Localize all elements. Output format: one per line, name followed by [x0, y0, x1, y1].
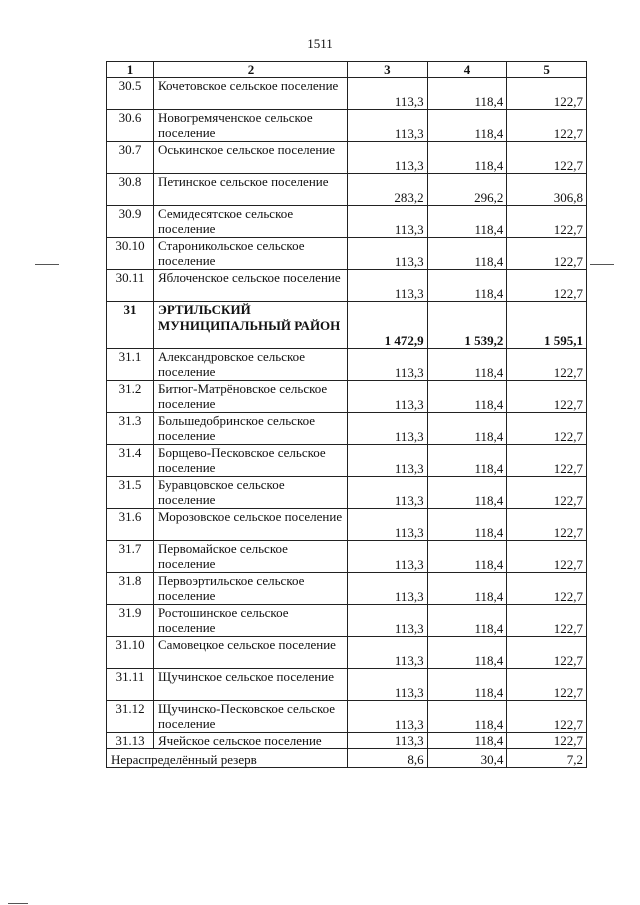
row-name: Александровское сельское поселение [154, 349, 348, 381]
row-value-5: 122,7 [507, 413, 587, 445]
row-name: Щучинское сельское поселение [154, 669, 348, 701]
row-number: 31.12 [107, 701, 154, 733]
row-value-4: 118,4 [427, 349, 507, 381]
scan-margin-mark-left [35, 264, 59, 265]
col-header-2: 2 [154, 62, 348, 78]
row-value-5: 122,7 [507, 573, 587, 605]
row-value-4: 118,4 [427, 637, 507, 669]
row-number: 31.4 [107, 445, 154, 477]
reserve-name: Нераспределённый резерв [107, 749, 348, 768]
row-value-4: 118,4 [427, 381, 507, 413]
row-number: 30.5 [107, 78, 154, 110]
col-header-4: 4 [427, 62, 507, 78]
table-row [107, 413, 587, 445]
table-row [107, 701, 587, 733]
row-value-4: 118,4 [427, 110, 507, 142]
row-value-4: 118,4 [427, 509, 507, 541]
row-value-3: 113,3 [348, 381, 428, 413]
district-value-4: 1 539,2 [427, 302, 507, 349]
row-name: Самовецкое сельское поселение [154, 637, 348, 669]
table-row [107, 174, 587, 206]
row-value-4: 118,4 [427, 701, 507, 733]
row-value-3: 113,3 [348, 509, 428, 541]
row-value-3: 113,3 [348, 541, 428, 573]
row-number: 30.10 [107, 238, 154, 270]
table-row [107, 637, 587, 669]
row-number: 31.5 [107, 477, 154, 509]
row-value-4: 118,4 [427, 669, 507, 701]
row-value-5: 122,7 [507, 669, 587, 701]
row-value-5: 122,7 [507, 349, 587, 381]
row-value-4: 118,4 [427, 238, 507, 270]
table-row [107, 78, 587, 110]
table-header-row [107, 62, 587, 78]
table-row [107, 541, 587, 573]
row-value-5: 122,7 [507, 78, 587, 110]
table-row [107, 349, 587, 381]
table-row [107, 477, 587, 509]
row-number: 30.9 [107, 206, 154, 238]
row-number: 30.11 [107, 270, 154, 302]
row-number: 30.8 [107, 174, 154, 206]
reserve-value-5: 7,2 [507, 749, 587, 768]
row-name: Ячейское сельское поселение [154, 733, 348, 749]
row-value-5: 122,7 [507, 110, 587, 142]
row-value-4: 118,4 [427, 142, 507, 174]
row-value-4: 118,4 [427, 206, 507, 238]
page-number: 1511 [307, 36, 333, 51]
budget-table [106, 61, 587, 768]
row-name: Битюг-Матрёновское сельское поселение [154, 381, 348, 413]
row-number: 31.1 [107, 349, 154, 381]
row-number: 30.7 [107, 142, 154, 174]
row-name: Щучинско-Песковское сельское поселение [154, 701, 348, 733]
row-value-5: 122,7 [507, 541, 587, 573]
district-value-3: 1 472,9 [348, 302, 428, 349]
row-name: Староникольское сельское поселение [154, 238, 348, 270]
table-row [107, 381, 587, 413]
table-row [107, 238, 587, 270]
row-value-3: 113,3 [348, 445, 428, 477]
row-value-3: 113,3 [348, 349, 428, 381]
row-value-4: 118,4 [427, 573, 507, 605]
reserve-value-3: 8,6 [348, 749, 428, 768]
row-name: Большедобринское сельское поселение [154, 413, 348, 445]
row-number: 31.7 [107, 541, 154, 573]
row-value-5: 122,7 [507, 605, 587, 637]
row-name: Оськинское сельское поселение [154, 142, 348, 174]
table-row [107, 509, 587, 541]
row-number: 30.6 [107, 110, 154, 142]
row-number: 31.6 [107, 509, 154, 541]
row-value-3: 113,3 [348, 573, 428, 605]
district-row [107, 302, 587, 349]
row-value-4: 296,2 [427, 174, 507, 206]
row-value-5: 122,7 [507, 206, 587, 238]
row-value-3: 113,3 [348, 605, 428, 637]
row-value-3: 113,3 [348, 110, 428, 142]
row-number: 31.13 [107, 733, 154, 749]
row-number: 31.8 [107, 573, 154, 605]
col-header-3: 3 [348, 62, 428, 78]
row-value-3: 113,3 [348, 701, 428, 733]
row-name: Петинское сельское поселение [154, 174, 348, 206]
district-value-5: 1 595,1 [507, 302, 587, 349]
row-number: 31.10 [107, 637, 154, 669]
reserve-value-4: 30,4 [427, 749, 507, 768]
row-name: Новогремяченское сельское поселение [154, 110, 348, 142]
row-value-4: 118,4 [427, 477, 507, 509]
reserve-row [107, 749, 587, 768]
row-name: Кочетовское сельское поселение [154, 78, 348, 110]
row-value-3: 113,3 [348, 142, 428, 174]
row-name: Яблоченское сельское поселение [154, 270, 348, 302]
row-value-4: 118,4 [427, 270, 507, 302]
row-value-5: 122,7 [507, 270, 587, 302]
row-value-4: 118,4 [427, 78, 507, 110]
row-value-5: 306,8 [507, 174, 587, 206]
row-value-3: 113,3 [348, 637, 428, 669]
table-row [107, 110, 587, 142]
row-value-5: 122,7 [507, 733, 587, 749]
row-value-3: 283,2 [348, 174, 428, 206]
district-name: ЭРТИЛЬСКИЙ МУНИЦИПАЛЬНЫЙ РАЙОН [154, 302, 348, 349]
row-value-5: 122,7 [507, 637, 587, 669]
row-name: Буравцовское сельское поселение [154, 477, 348, 509]
row-number: 31.9 [107, 605, 154, 637]
row-value-4: 118,4 [427, 413, 507, 445]
row-value-4: 118,4 [427, 605, 507, 637]
table-row [107, 669, 587, 701]
row-value-4: 118,4 [427, 541, 507, 573]
row-number: 31.11 [107, 669, 154, 701]
scan-margin-mark-bottom [8, 903, 28, 904]
row-value-3: 113,3 [348, 477, 428, 509]
row-value-5: 122,7 [507, 445, 587, 477]
row-value-5: 122,7 [507, 701, 587, 733]
row-value-3: 113,3 [348, 413, 428, 445]
district-number: 31 [107, 302, 154, 349]
row-value-5: 122,7 [507, 142, 587, 174]
row-value-3: 113,3 [348, 270, 428, 302]
row-value-3: 113,3 [348, 733, 428, 749]
row-name: Морозовское сельское поселение [154, 509, 348, 541]
col-header-1: 1 [107, 62, 154, 78]
row-number: 31.3 [107, 413, 154, 445]
row-name: Семидесятское сельское поселение [154, 206, 348, 238]
row-value-3: 113,3 [348, 669, 428, 701]
row-value-4: 118,4 [427, 445, 507, 477]
col-header-5: 5 [507, 62, 587, 78]
table-row [107, 605, 587, 637]
row-value-5: 122,7 [507, 381, 587, 413]
row-name: Первомайское сельское поселение [154, 541, 348, 573]
scan-margin-mark-right [590, 264, 614, 265]
row-value-5: 122,7 [507, 477, 587, 509]
row-name: Ростошинское сельское поселение [154, 605, 348, 637]
table-row [107, 445, 587, 477]
row-number: 31.2 [107, 381, 154, 413]
row-value-5: 122,7 [507, 509, 587, 541]
table-row [107, 206, 587, 238]
row-value-5: 122,7 [507, 238, 587, 270]
table-row [107, 573, 587, 605]
row-value-3: 113,3 [348, 206, 428, 238]
row-value-4: 118,4 [427, 733, 507, 749]
row-value-3: 113,3 [348, 78, 428, 110]
row-value-3: 113,3 [348, 238, 428, 270]
row-name: Борщево-Песковское сельское поселение [154, 445, 348, 477]
table-body [107, 78, 587, 768]
table-row [107, 733, 587, 749]
table-row [107, 270, 587, 302]
row-name: Первоэртильское сельское поселение [154, 573, 348, 605]
table-row [107, 142, 587, 174]
